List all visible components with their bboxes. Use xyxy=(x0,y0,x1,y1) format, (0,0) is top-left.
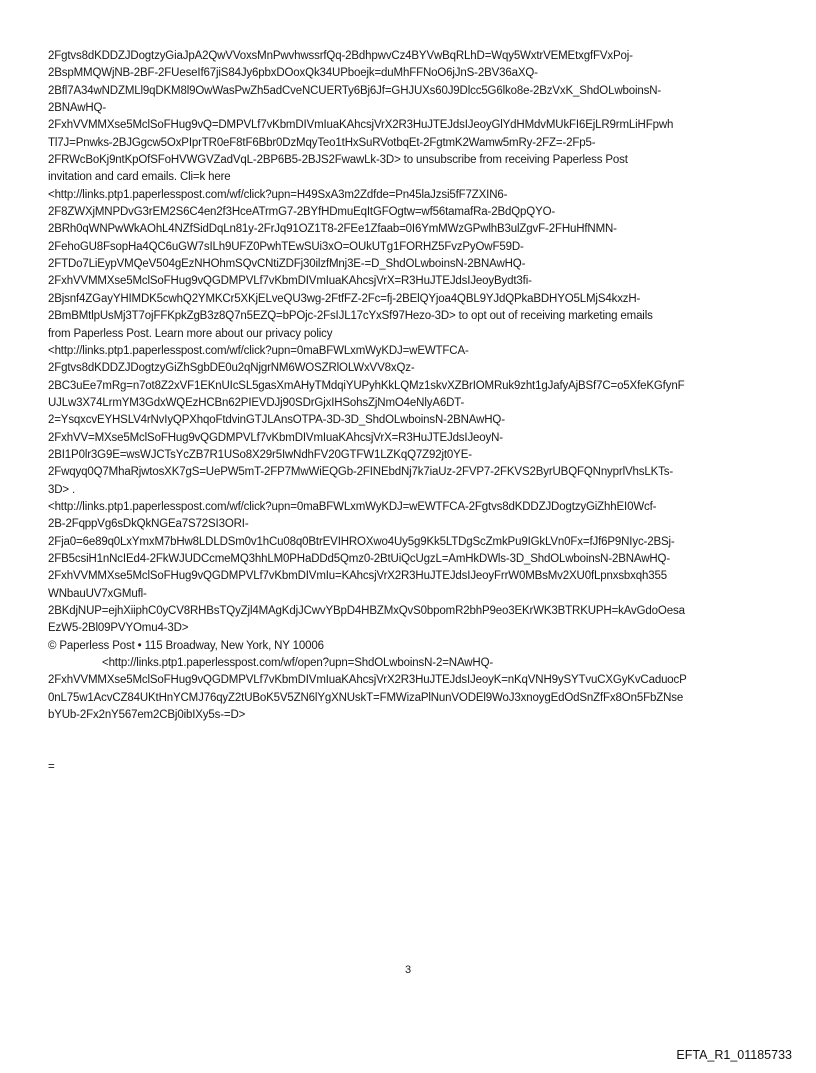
document-id: EFTA_R1_01185733 xyxy=(676,1048,792,1062)
text-line-1: 2Fgtvs8dKDDZJDogtzyGiaJpA2QwVVoxsMnPwvhwssrfQq-2BdhpwvCz4BYVwBqRLhD=Wqy5WxtrVEMEtxgfFVxPoj- xyxy=(48,50,633,62)
text-line-24: 2BI1P0lr3G9E=wsWJCTsYcZB7R1USo8X29r5IwNdhFV20GTFW1LZKqQ7Z92jt0YE- xyxy=(48,448,472,461)
text-line-15: 2Bjsnf4ZGayYHIMDK5cwhQ2YMKCr5XKjELveQU3wg-2FtfFZ-2Fc=fj-2BElQYjoa4QBL9YJdQPkaBDHYO5LMjS4kxzH- xyxy=(48,292,641,305)
text-line-17: from Paperless Post. Learn more about our privacy policy xyxy=(48,327,333,340)
text-line-9: <http://links.ptp1.paperlesspost.com/wf/click?upn=H49SxA3m2Zdfde=Pn45laJzsi5fF7ZXIN6- xyxy=(48,188,508,201)
text-line-32: WNbauUV7xGMufl- xyxy=(48,587,147,600)
page-number: 3 xyxy=(404,964,412,976)
text-line-39: bYUb-2Fx2nY567em2CBj0ibIXy5s-=D> xyxy=(48,709,246,722)
text-line-25: 2Fwqyq0Q7MhaRjwtosXK7gS=UePW5mT-2FP7MwWiEQGb-2FINEbdNj7k7iaUz-2FVP7-2FKVS2ByrUBQFQNnyprlVhsLKTs- xyxy=(48,466,674,479)
text-line-22: 2=YsqxcvEYHSLV4rNvIyQPXhqoFtdvinGTJLAnsOTPA-3D-3D_ShdOLwboinsN-2BNAwHQ- xyxy=(48,414,505,427)
text-line-20: 2BC3uEe7mRg=n7ot8Z2xVF1EKnUIcSL5gasXmAHyTMdqiYUPyhKkLQMz1skvXZBrIOMRuk9zht1gJafyAjBSf7C=o5XfeKGfynF xyxy=(48,379,685,392)
text-line-6: Tl7J=Pnwks-2BJGgcw5OxPIprTR0eF8tF6Bbr0DzMqyTeo1tHxSuRVotbqEt-2FgtmK2Wamw5mRy-2FZ=-2Fp5- xyxy=(48,136,596,149)
text-line-16: 2BmBMtlpUsMj3T7ojFFKpkZgB3z8Q7n5EZQ=bPOjc-2FsIJL17cYxSf97Hezo-3D> to opt out of receiving marketing emails xyxy=(48,310,653,323)
text-line-19: 2Fgtvs8dKDDZJDogtzyGiZhSgbDE0u2qNjgrNM6WOSZRlOLWxVV8xQz- xyxy=(48,362,415,375)
text-line-10: 2F8ZWXjMNPDvG3rEM2S6C4en2f3HceATrmG7-2BYfHDmuEqItGFOgtw=wf56tamafRa-2BdQpQYO- xyxy=(48,206,556,219)
text-line-8: invitation and card emails. Cli=k here xyxy=(48,171,231,184)
text-line-7: 2FRWcBoKj9ntKpOfSFoHVWGVZadVqL-2BP6B5-2BJS2FwawLk-3D> to unsubscribe from receiving Paperless Post xyxy=(48,154,628,167)
text-line-28: 2B-2FqppVg6sDkQkNGEa7S72SI3ORI- xyxy=(48,518,249,531)
text-line-11: 2BRh0qWNPwWkAOhL4NZfSidDqLn81y-2FrJq91OZ1T8-2FEe1Zfaab=0I6YmMWzGPwlhB3ulZgvF-2FHuHfNMN- xyxy=(48,223,617,236)
text-line-12: 2FehoGU8FsopHa4QC6uGW7sILh9UFZ0PwhTEwSUi3xO=OUkUTg1FORHZ5FvzPyOwF59D- xyxy=(48,240,524,253)
text-line-36: <http://links.ptp1.paperlesspost.com/wf/open?upn=ShdOLwboinsN-2=NAwHQ- xyxy=(102,657,494,670)
text-line-34: EzW5-2Bl09PVYOmu4-3D> xyxy=(48,622,189,635)
text-line-42: = xyxy=(48,761,55,774)
text-line-38: 0nL75w1AcvCZ84UKtHnYCMJ76qyZ2tUBoK5V5ZN6lYgXNUskT=FMWizaPlNunVODEl9WoJ3xnoygEdOdSnZfFx8On5FbZNse xyxy=(48,691,684,704)
text-line-30: 2FB5csiH1nNcIEd4-2FkWJUDCcmeMQ3hhLM0PHaDDd5Qmz0-2BtUiQcUgzL=AmHkDWls-3D_ShdOLwboinsN-2BNAwHQ- xyxy=(48,552,671,565)
text-line-27: <http://links.ptp1.paperlesspost.com/wf/click?upn=0maBFWLxmWyKDJ=wEWTFCA-2Fgtvs8dKDDZJDogtzyGiZhhEI0Wcf- xyxy=(48,500,657,513)
text-line-21: UJLw3X74LrmYM3GdxWQEzHCBn62PIEVDJj90SDrGjxIHSohsZjNmO4eNlyA6DT- xyxy=(48,396,465,409)
text-line-14: 2FxhVVMMXse5MclSoFHug9vQGDMPVLf7vKbmDIVmIuaKAhcsjVrX=R3HuJTEJdsIJeoyBydt3fi- xyxy=(48,275,532,288)
text-line-23: 2FxhVV=MXse5MclSoFHug9vQGDMPVLf7vKbmDIVmIuaKAhcsjVrX=R3HuJTEJdsIJeoyN- xyxy=(48,431,503,444)
text-line-3: 2Bfl7A34wNDZMLl9qDKM8l9OwWasPwZh5adCveNCUERTy6Bj6Jf=GHJUXs60J9Dlcc5G6lko8e-2BzVxK_ShdOLwboinsN- xyxy=(48,84,662,97)
text-line-31: 2FxhVVMMXse5MclSoFHug9vQGDMPVLf7vKbmDIVmIu=KAhcsjVrX2R3HuJTEJdsIJeoyFrrW0MBsMv2XU0fLpnxsbxqh355 xyxy=(48,570,667,583)
footer-address: © Paperless Post • 115 Broadway, New York, NY 10006 xyxy=(48,639,324,652)
text-line-4: 2BNAwHQ- xyxy=(48,102,107,115)
text-line-29: 2Fja0=6e89q0LxYmxM7bHw8LDLDSm0v1hCu08q0BtrEVIHROXwo4Uy5g9Kk5LTDgScZmkPu9IGkLVn0Fx=fJf6P9NIyc-2BSj- xyxy=(48,535,675,548)
text-line-37: 2FxhVVMMXse5MclSoFHug9vQGDMPVLf7vKbmDIVmIuaKAhcsjVrX2R3HuJTEJdsIJeoyK=nKqVNH9ySYTvuCXGyKvCaduocP xyxy=(48,674,687,687)
text-line-13: 2FTDo7LiEypVMQeV504gEzNHOhmSQvCNtiZDFj30ilzfMnj3E-=D_ShdOLwboinsN-2BNAwHQ- xyxy=(48,258,526,271)
blank-line-2 xyxy=(48,742,772,759)
text-line-26: 3D> . xyxy=(48,483,76,496)
blank-line-1 xyxy=(48,724,772,741)
email-body-text xyxy=(48,48,772,776)
text-line-5: 2FxhVVMMXse5MclSoFHug9vQ=DMPVLf7vKbmDIVmIuaKAhcsjVrX2R3HuJTEJdsIJeoyGlYdHMdvMUkFI6EjLR9rmLiHFpwh xyxy=(48,119,674,132)
text-line-18: <http://links.ptp1.paperlesspost.com/wf/click?upn=0maBFWLxmWyKDJ=wEWTFCA- xyxy=(48,344,469,357)
text-line-33: 2BKdjNUP=ejhXiiphC0yCV8RHBsTQyZjl4MAgKdjJCwvYBpD4HBZMxQvS0bpomR2bhP9eo3EKrWK3BTRKUPH=kAvGdoOesa xyxy=(48,605,685,617)
text-line-2: 2BspMMQWjNB-2BF-2FUeseIf67jiS84Jy6pbxDOoxQk34UPboejk=duMhFFNoO6jJnS-2BV36aXQ- xyxy=(48,67,538,80)
